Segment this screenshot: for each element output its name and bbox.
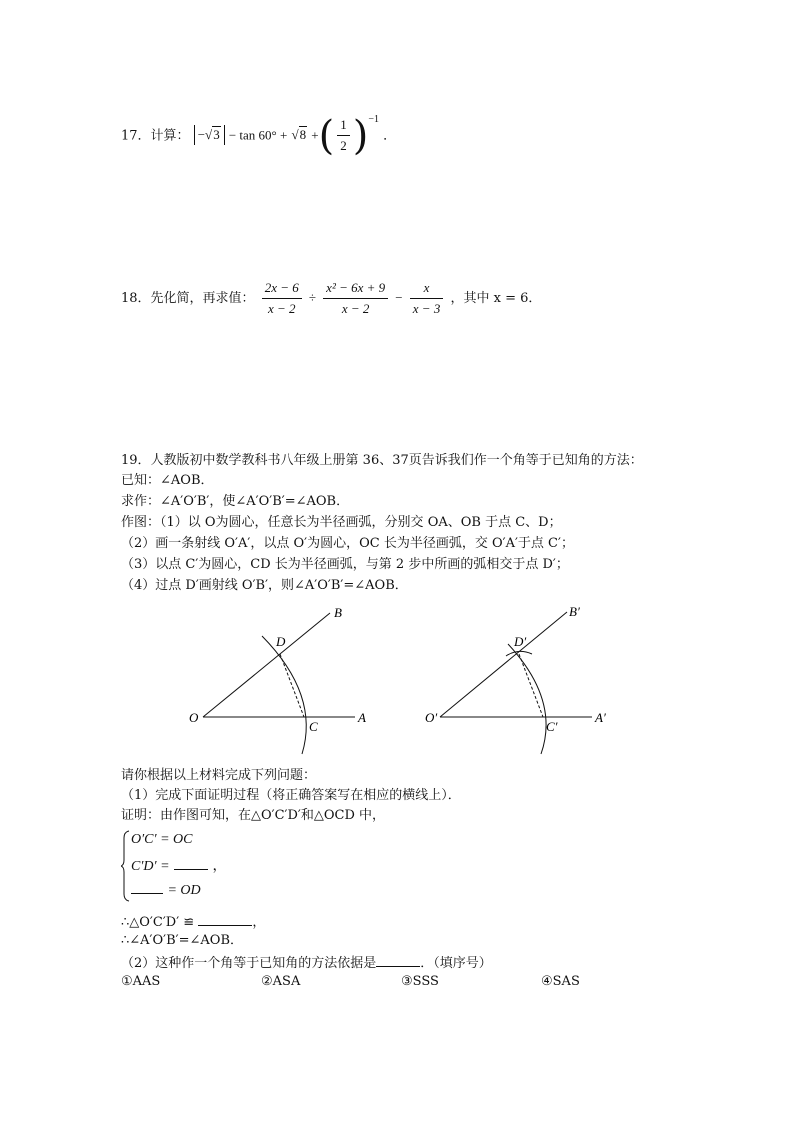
q18-f1-num: 2x − 6: [262, 278, 302, 299]
label-c: C: [309, 719, 318, 734]
q19-intro: 19．人教版初中数学教科书八年级上册第 36、37页告诉我们作一个角等于已知角的方法：: [121, 453, 643, 468]
q19-step-1: 作图：（1）以 O为圆心，任意长为半径画弧，分别交 OA、OB 于点 C、D；: [121, 515, 562, 530]
system-line-2: [131, 855, 226, 877]
construction-figures: [0, 600, 794, 770]
q18-f2-num: x² − 6x + 9: [323, 278, 388, 299]
congruent-end: ，: [252, 915, 266, 930]
q18-minus: −: [395, 290, 403, 305]
q18-fraction-2: [323, 278, 388, 319]
q17-abs-neg: −: [197, 127, 206, 143]
label-d: D: [276, 634, 286, 649]
segment-c-prime-d-prime-dashed: [519, 654, 543, 717]
q18-f1-den: x − 2: [267, 301, 296, 316]
q17-fraction: [337, 115, 350, 156]
q17-plus: +: [311, 127, 319, 143]
system-line-2-comma: ，: [212, 858, 227, 874]
q17-end: ．: [383, 128, 397, 144]
option-1: ①AAS: [121, 974, 161, 989]
answer-blank-basis[interactable]: [376, 952, 420, 967]
arc-c-prime-d-prime: [508, 644, 546, 754]
q19-step-3: （3）以点 C′为圆心，CD 长为半径画弧，与第 2 步中所画的弧相交于点 D′；: [121, 557, 569, 572]
label-a: A: [358, 710, 366, 725]
q18-f3-num: x: [410, 278, 444, 299]
q19-part-1: （1）完成下面证明过程（将正确答案写在相应的横线上）．: [121, 788, 461, 803]
ray-ob: [203, 613, 330, 717]
q17-minus-tan: − tan 60° +: [228, 127, 288, 143]
q18-f2-den: x − 2: [341, 301, 370, 316]
q19-conclusion: ∴∠A′O′B′=∠AOB．: [121, 933, 244, 948]
figure-original-angle: [189, 605, 366, 754]
q17-paren-close: ): [352, 112, 369, 159]
q17-frac-num: 1: [337, 115, 350, 136]
part-2-text: （2）这种作一个角等于已知角的方法依据是: [121, 956, 377, 971]
q17-sqrt8-rad: 8: [299, 127, 307, 143]
system-line-1: O′C′ = OC: [131, 832, 193, 847]
q17-frac-den: 2: [340, 138, 347, 154]
q17-exponent: −1: [368, 114, 379, 125]
system-line-3: [131, 879, 201, 901]
q18-label: 先化简，再求值：: [150, 291, 255, 306]
ray-o-prime-b-prime: [440, 612, 567, 717]
answer-blank-od[interactable]: [131, 879, 163, 894]
answer-blank-triangle[interactable]: [198, 911, 252, 926]
figure-constructed-angle: [425, 604, 606, 754]
question-18: [121, 276, 541, 320]
q18-fraction-3: [410, 278, 444, 319]
segment-cd-dashed: [280, 654, 304, 717]
q19-find: 求作：∠A′O′B′，使∠A′O′B′=∠AOB．: [121, 494, 350, 509]
arc-cd: [262, 636, 306, 754]
q19-known: 已知：∠AOB．: [121, 473, 214, 488]
q19-proof-intro: 证明：由作图可知，在△O′C′D′和△OCD 中，: [121, 808, 386, 823]
option-3: ③SSS: [401, 974, 439, 989]
q18-f3-den: x − 3: [412, 301, 441, 316]
congruent-text: ∴△O′C′D′ ≌: [121, 915, 195, 930]
q17-abs: [194, 125, 225, 145]
q17-sqrt3-rad: 3: [213, 127, 220, 143]
q19-step-4: （4）过点 D′画射线 O′B′，则∠A′O′B′=∠AOB．: [121, 578, 408, 593]
q17-sqrt3: √3: [205, 127, 220, 143]
equation-system: [121, 828, 261, 902]
q19-part-2: [121, 952, 492, 973]
label-d-prime: D′: [514, 634, 527, 649]
label-o: O: [189, 710, 199, 725]
q18-tail: ，其中 x = 6．: [450, 291, 542, 306]
part-2-end: ．（填序号）: [420, 956, 492, 971]
q19-congruent: [121, 911, 265, 932]
system-line-2-left: C′D′ =: [131, 859, 170, 874]
label-a-prime: A′: [595, 710, 606, 725]
q19-ask: 请你根据以上材料完成下列问题：: [121, 768, 317, 783]
q18-fraction-1: [262, 278, 302, 319]
question-17: [121, 112, 397, 159]
q18-divide: ÷: [308, 290, 317, 305]
q17-number: 17．: [121, 128, 151, 144]
q19-step-2: （2）画一条射线 O′A′，以点 O′为圆心，OC 长为半径画弧，交 O′A′于点 C′；: [121, 536, 574, 551]
label-b-prime: B′: [569, 604, 580, 619]
label-b: B: [334, 605, 342, 620]
label-c-prime: C′: [546, 719, 558, 734]
system-line-3-right: = OD: [167, 883, 201, 898]
answer-blank-cd[interactable]: [174, 855, 208, 870]
options-row: [121, 973, 601, 991]
q17-paren-open: (: [318, 112, 335, 159]
left-brace: [121, 830, 131, 902]
option-2: ②ASA: [261, 974, 301, 989]
q17-sqrt8: √8: [291, 127, 307, 143]
q18-number: 18．: [121, 291, 151, 306]
label-o-prime: O′: [425, 710, 438, 725]
option-4: ④SAS: [541, 974, 580, 989]
q17-label: 计算：: [150, 128, 190, 144]
